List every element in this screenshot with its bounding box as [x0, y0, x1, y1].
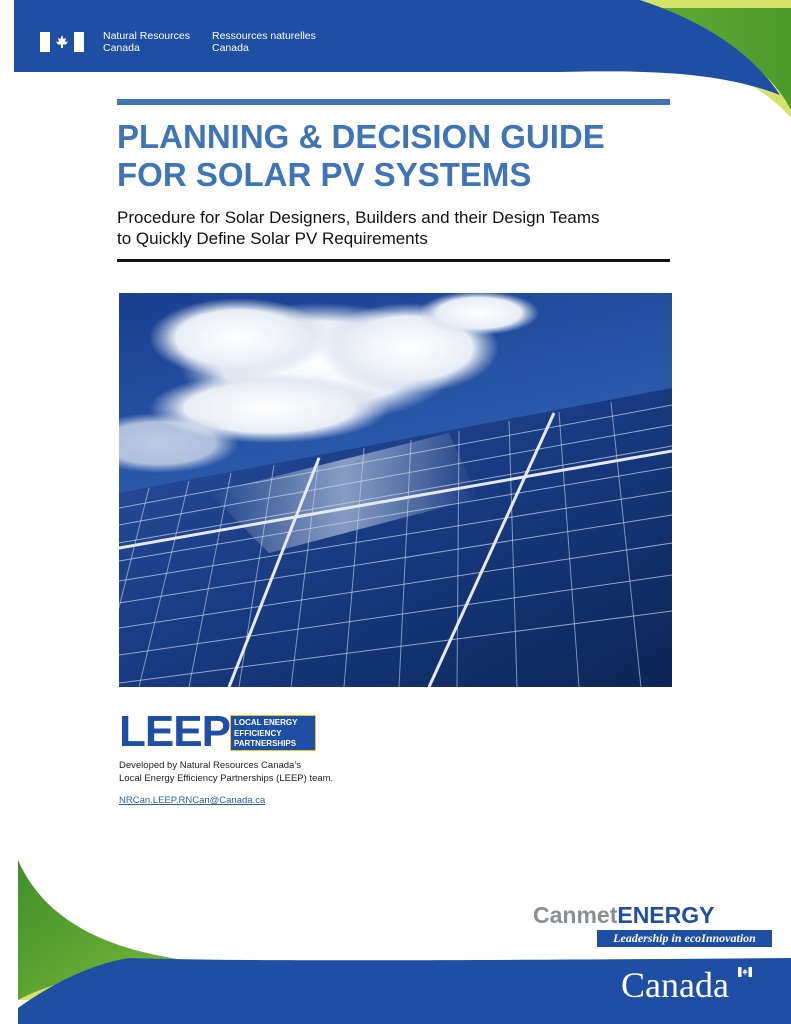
department-en-line: Canada: [103, 42, 140, 54]
canmet-suffix: ENERGY: [617, 902, 715, 928]
credit-line: Developed by Natural Resources Canada’s: [119, 760, 302, 771]
department-name-fr: [212, 30, 316, 54]
canmet-tagline: Leadership in ecoInnovation: [597, 930, 772, 947]
subtitle-rule: [117, 259, 670, 262]
leep-name-line: PARTNERSHIPS: [234, 739, 297, 748]
canmet-prefix: Canmet: [533, 902, 618, 928]
document-title: [117, 118, 677, 194]
leep-name-line: EFFICIENCY: [234, 728, 282, 738]
title-rule: [117, 99, 670, 105]
canada-flag-icon: [40, 32, 84, 52]
leep-name-line: LOCAL ENERGY: [234, 718, 298, 727]
title-line: FOR SOLAR PV SYSTEMS: [117, 156, 532, 193]
canada-wordmark: Canada: [621, 965, 729, 1005]
credit-text: [119, 760, 333, 785]
canada-wordmark-flag-icon: [738, 967, 752, 977]
department-fr-line: Canada: [212, 42, 249, 54]
department-fr-line: Ressources naturelles: [212, 30, 316, 42]
credit-line: Local Energy Efficiency Partnerships (LEEP) team.: [119, 772, 334, 784]
title-line: PLANNING & DECISION GUIDE: [117, 118, 605, 155]
leep-name-box: [230, 715, 316, 751]
department-name-en: [103, 30, 190, 54]
department-en-line: Natural Resources: [103, 30, 190, 42]
subtitle-line: Procedure for Solar Designers, Builders and their Design Teams: [117, 208, 600, 227]
canmet-energy-logo: [533, 903, 715, 927]
document-subtitle: [117, 207, 677, 249]
solar-panels-photo: [119, 293, 672, 687]
subtitle-line: to Quickly Define Solar PV Requirements: [117, 229, 428, 248]
leep-wordmark: LEEP: [119, 707, 230, 756]
contact-email-link[interactable]: NRCan.LEEP.RNCan@Canada.ca: [119, 795, 266, 806]
